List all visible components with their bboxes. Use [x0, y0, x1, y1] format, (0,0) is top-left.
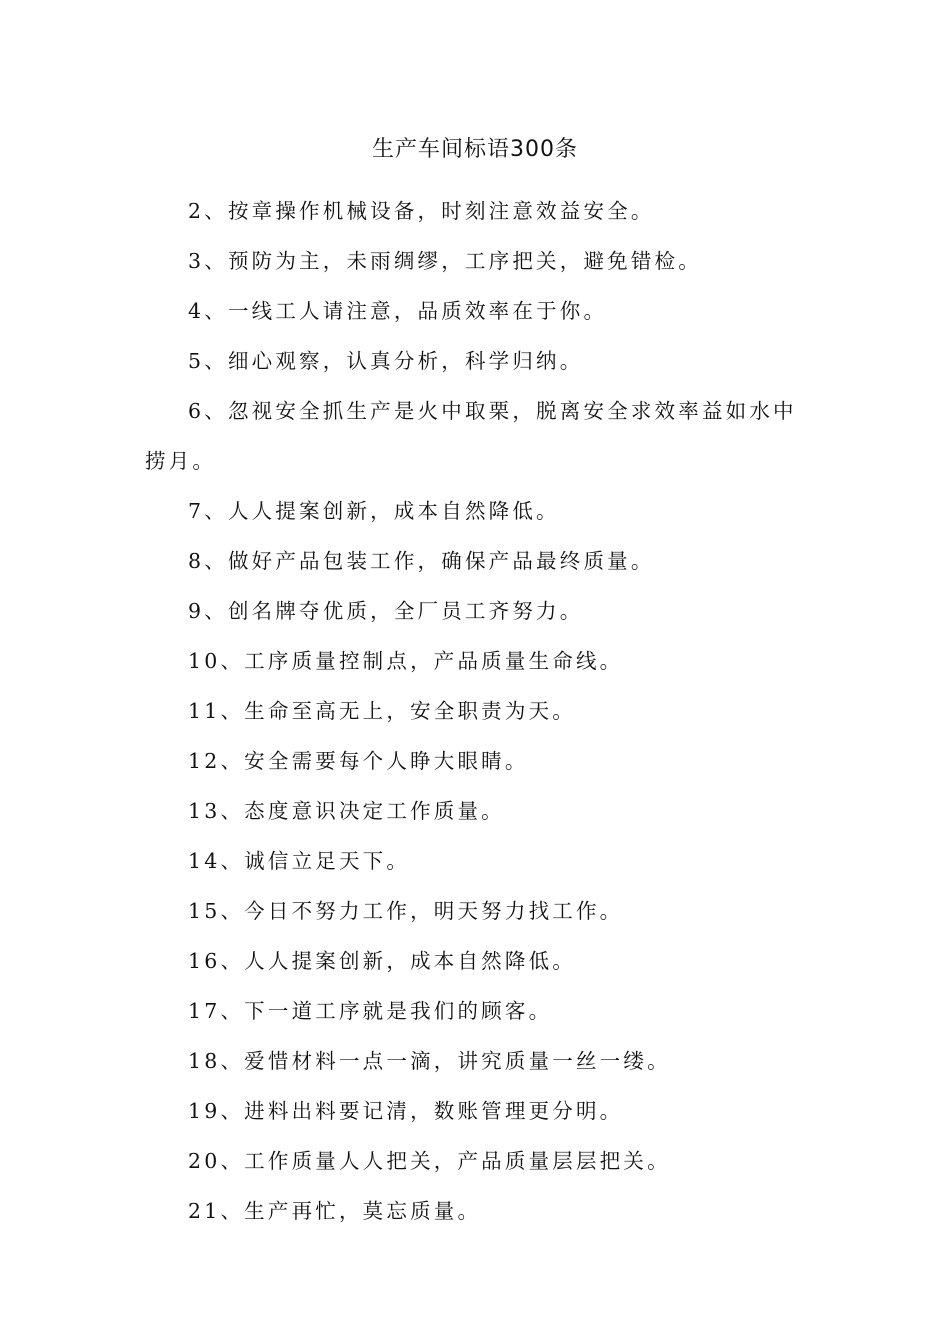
slogan-item: 20、工作质量人人把关，产品质量层层把关。: [188, 1149, 671, 1173]
slogan-item: 7、人人提案创新，成本自然降低。: [188, 499, 560, 523]
slogan-item: 2、按章操作机械设备，时刻注意效益安全。: [188, 199, 655, 223]
document-title: 生产车间标语300条: [372, 137, 578, 162]
slogan-item: 14、诚信立足天下。: [188, 849, 411, 873]
slogan-item: 4、一线工人请注意，品质效率在于你。: [188, 299, 608, 323]
slogan-item: 19、进料出料要记清，数账管理更分明。: [188, 1099, 624, 1123]
slogan-item: 21、生产再忙，莫忘质量。: [188, 1199, 482, 1223]
slogan-item: 9、创名牌夺优质，全厂员工齐努力。: [188, 599, 584, 623]
slogan-list: [145, 186, 810, 1236]
slogan-item: 5、细心观察，认真分析，科学归纳。: [188, 349, 584, 373]
slogan-item: 16、人人提案创新，成本自然降低。: [188, 949, 576, 973]
slogan-item: 13、态度意识决定工作质量。: [188, 799, 505, 823]
slogan-item: 10、工序质量控制点，产品质量生命线。: [188, 649, 624, 673]
slogan-item: 3、预防为主，未雨绸缪，工序把关，避免错检。: [188, 249, 702, 273]
slogan-item: 12、安全需要每个人睁大眼睛。: [188, 749, 529, 773]
slogan-item: 18、爱惜材料一点一滴，讲究质量一丝一缕。: [188, 1049, 671, 1073]
slogan-item: 6、忽视安全抓生产是火中取栗，脱离安全求效率益如水中捞月。: [145, 399, 797, 473]
slogan-item: 11、生命至高无上，安全职责为天。: [188, 699, 576, 723]
slogan-item: 15、今日不努力工作，明天努力找工作。: [188, 899, 624, 923]
slogan-item: 17、下一道工序就是我们的顾客。: [188, 999, 553, 1023]
slogan-item: 8、做好产品包装工作，确保产品最终质量。: [188, 549, 655, 573]
